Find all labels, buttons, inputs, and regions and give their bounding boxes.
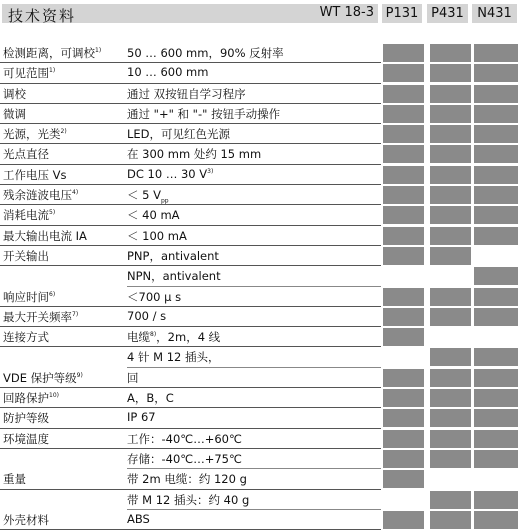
availability-cell [474,389,518,407]
footnote-ref: 2) [60,128,67,136]
parameter-label [3,167,67,183]
parameter-text: 最大开关频率 [3,309,72,324]
availability-cell [474,105,518,123]
table-row [0,449,521,469]
availability-cell [474,308,518,326]
availability-cell [430,409,471,427]
value-label [127,268,221,284]
table-row [0,246,521,266]
value-label [127,370,139,386]
value-text: ABS [127,511,150,526]
column-header-p431: P431 [427,4,468,23]
value-label [127,146,261,162]
table-row [0,347,521,367]
availability-cell [383,44,424,62]
availability-cell [430,288,471,306]
availability-cell [474,430,518,448]
table-row [0,63,521,83]
footnote-ref: 9) [76,371,83,379]
table-row [0,490,521,510]
value-tail: ，2m，4 线 [156,330,221,345]
parameter-text: 消耗电流 [3,208,49,223]
availability-cell [430,247,471,265]
parameter-label [3,370,83,386]
table-row [0,307,521,327]
table-row [0,104,521,124]
availability-cell [430,64,471,82]
value-text: ＜ 5 V [127,188,161,203]
availability-cell [383,166,424,184]
table-row [0,144,521,164]
table-row [0,368,521,388]
parameter-text: 可见范围 [3,66,49,81]
footnote-ref: 1) [49,67,56,75]
value-text: LED，可见红色光源 [127,127,231,142]
value-text: IP 67 [127,410,156,425]
availability-cell [383,85,424,103]
parameter-label [3,471,26,487]
value-label [127,492,249,508]
value-text: 回 [127,370,139,385]
value-text: 通过 双按钮自学习程序 [127,86,246,101]
value-label [127,329,220,345]
value-label [127,289,181,305]
parameter-text: 外壳材料 [3,512,49,527]
availability-cell [474,166,518,184]
parameter-text: 响应时间 [3,289,49,304]
table-row [0,84,521,104]
availability-cell [474,64,518,82]
footnote-ref: 5) [49,209,56,217]
availability-cell [474,125,518,143]
availability-cell [430,105,471,123]
parameter-text: 最大输出电流 IA [3,228,87,243]
availability-cell [474,409,518,427]
parameter-label [3,187,78,203]
value-text: PNP，antivalent [127,248,219,263]
table-row [0,287,521,307]
footnote-ref: 8) [150,331,157,339]
value-label [127,390,174,406]
parameter-label [3,431,49,447]
value-label [127,228,187,244]
availability-cell [383,125,424,143]
value-text: 在 300 mm 处约 15 mm [127,147,262,162]
table-row [0,185,521,205]
value-label [127,126,230,142]
parameter-label [3,329,49,345]
spec-table [0,43,521,530]
value-text: 工作：-40℃…+60℃ [127,431,242,446]
value-label [127,207,180,223]
availability-cell [383,470,424,488]
title-bar [2,4,378,23]
footnote-ref: 4) [72,189,79,197]
availability-cell [474,186,518,204]
value-text: 700 / s [127,308,167,323]
table-row [0,124,521,144]
availability-cell [474,44,518,62]
parameter-text: 环境温度 [3,431,49,446]
availability-cell [474,206,518,224]
parameter-label [3,248,49,264]
availability-cell [430,145,471,163]
parameter-label [3,390,59,406]
page-title: 技术资料 [8,7,77,25]
parameter-label [3,228,87,244]
value-text: 电缆 [127,330,150,345]
value-text: 10 … 600 mm [127,65,209,80]
parameter-text: 微调 [3,106,26,121]
availability-cell [430,227,471,245]
availability-cell [383,105,424,123]
availability-cell [383,186,424,204]
parameter-text: 防护等级 [3,411,49,426]
availability-cell [474,145,518,163]
availability-cell [430,389,471,407]
value-text: 50 … 600 mm，90% 反射率 [127,46,284,60]
value-label [127,187,169,204]
parameter-text: 调校 [3,86,26,101]
availability-cell [383,328,424,346]
value-text: ＜ 40 mA [127,208,180,223]
availability-cell [474,288,518,306]
value-text: NPN，antivalent [127,269,221,284]
table-row [0,226,521,246]
availability-cell [430,491,471,509]
value-label [127,451,242,467]
parameter-label [3,146,49,162]
value-label [127,512,150,526]
parameter-label [3,309,78,325]
availability-cell [430,348,471,366]
value-text: 带 M 12 插头：约 40 g [127,492,250,507]
value-label [127,45,284,61]
availability-cell [474,85,518,103]
value-label [127,65,208,79]
parameter-text: 光点直径 [3,147,49,162]
table-row [0,327,521,347]
availability-cell [383,430,424,448]
table-row [0,469,521,489]
availability-cell [383,450,424,468]
parameter-label [3,289,55,305]
table-row [0,43,521,63]
availability-cell [430,44,471,62]
value-label [127,410,156,424]
value-label [127,167,213,181]
availability-cell [383,308,424,326]
column-header-n431: N431 [472,4,517,23]
parameter-label [3,207,55,223]
availability-cell [383,389,424,407]
availability-cell [474,348,518,366]
parameter-text: VDE 保护等级 [3,370,77,385]
parameter-text: 检测距离，可调校 [3,46,95,60]
availability-cell [430,125,471,143]
parameter-label [3,86,26,102]
availability-cell [430,186,471,204]
availability-cell [430,450,471,468]
availability-cell [383,64,424,82]
table-row [0,388,521,408]
header [0,0,521,27]
availability-cell [474,511,518,529]
column-header-p131: P131 [382,4,422,23]
value-label [127,431,242,447]
value-text: A，B，C [127,391,174,406]
value-text: 通过 "+" 和 "-" 按钮手动操作 [127,106,281,121]
value-text: 带 2m 电缆：约 120 g [127,472,247,487]
value-label [127,471,247,487]
parameter-label [3,45,101,61]
availability-cell [430,511,471,529]
availability-cell [430,166,471,184]
availability-cell [383,511,424,529]
model-label: WT 18-3 [319,5,374,20]
parameter-text: 回路保护 [3,391,49,406]
parameter-text: 残余涟波电压 [3,188,72,203]
parameter-text: 光源，光类 [3,127,61,142]
availability-cell [430,206,471,224]
value-text: 存储：-40℃…+75℃ [127,451,242,466]
availability-cell [383,247,424,265]
parameter-label [3,65,55,81]
parameter-text: 重量 [3,472,26,487]
value-label [127,309,166,323]
table-row [0,510,521,530]
availability-cell [430,308,471,326]
value-text: 4 针 M 12 插头， [127,350,220,365]
parameter-label [3,126,67,142]
parameter-text: 开关输出 [3,248,49,263]
parameter-label [3,512,49,528]
availability-cell [430,85,471,103]
availability-cell [383,409,424,427]
table-row [0,205,521,225]
availability-cell [383,369,424,387]
parameter-text: 连接方式 [3,330,49,345]
availability-cell [474,491,518,509]
table-row [0,429,521,449]
footnote-ref: 10) [49,392,59,400]
table-row [0,266,521,286]
availability-cell [383,206,424,224]
availability-cell [430,369,471,387]
footnote-ref: 1) [95,47,102,55]
footnote-ref: 3) [207,167,214,175]
parameter-label [3,410,49,426]
value-text: ＜700 μ s [127,289,182,304]
availability-cell [474,267,518,285]
availability-cell [383,288,424,306]
value-label [127,86,246,102]
value-label [127,106,280,122]
value-text: ＜ 100 mA [127,228,187,243]
footnote-ref: 7) [72,311,79,319]
availability-cell [430,430,471,448]
availability-cell [383,227,424,245]
availability-cell [383,145,424,163]
availability-cell [474,227,518,245]
value-text: DC 10 … 30 V [127,166,208,181]
table-row [0,165,521,185]
value-subscript: pp [161,197,169,205]
value-label [127,349,220,365]
parameter-text: 工作电压 Vs [3,167,67,182]
parameter-label [3,106,26,122]
availability-cell [474,369,518,387]
value-label [127,248,219,264]
table-row [0,408,521,428]
availability-cell [474,450,518,468]
footnote-ref: 6) [49,290,56,298]
